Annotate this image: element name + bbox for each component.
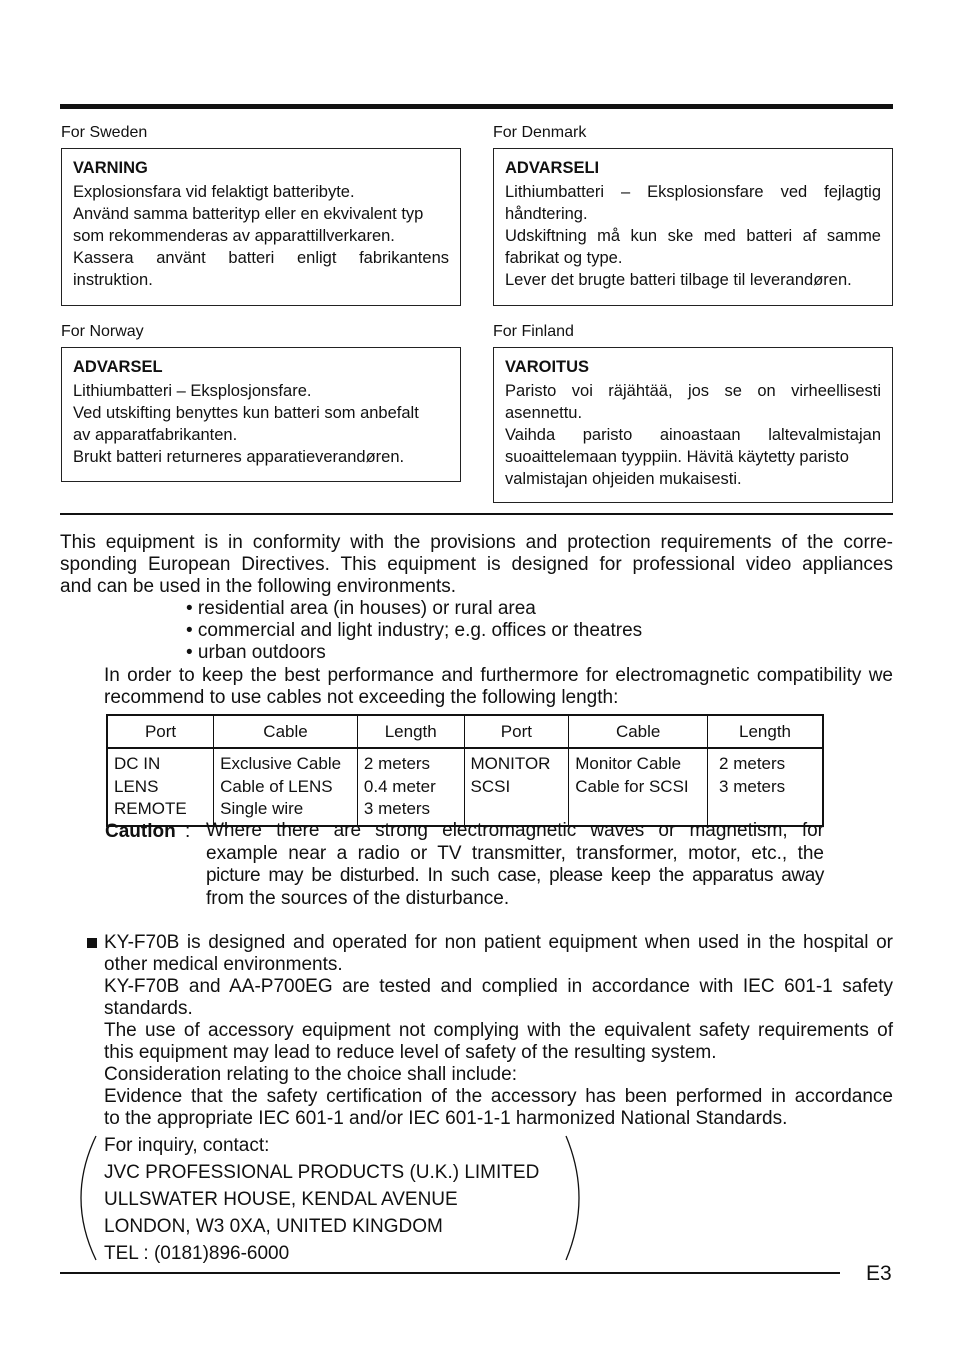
contact-line: JVC PROFESSIONAL PRODUCTS (U.K.) LIMITED <box>104 1162 540 1183</box>
cell-value: 0.4 meter <box>363 776 436 796</box>
contact-block <box>104 1132 574 1267</box>
caution-word: Caution <box>105 821 176 842</box>
cell-value: Monitor Cable <box>575 754 682 773</box>
paragraph-line: sponding European Directives. This equipment is designed for professional video appliances <box>60 554 893 575</box>
warning-title: VAROITUS <box>505 358 590 376</box>
cell-value: 3 meters <box>719 776 786 796</box>
paragraph-line: In order to keep the best performance and furthermore for electromagnetic compatibility we <box>104 665 893 686</box>
caution-text <box>206 820 824 910</box>
region-label-denmark: For Denmark <box>493 124 587 141</box>
conformity-intro <box>60 532 893 598</box>
left-paren-icon <box>81 1136 96 1260</box>
warning-line: Lithiumbatteri – Eksplosjonsfare. <box>73 382 312 400</box>
paragraph-line: standards. <box>104 998 193 1019</box>
table-cell <box>357 748 464 826</box>
caution-line: Where there are strong electromagnetic waves or magnetism, for <box>206 820 824 841</box>
warning-box-finland <box>493 347 893 503</box>
column-header: Length <box>357 715 464 748</box>
contact-line: For inquiry, contact: <box>104 1135 270 1156</box>
environment-item: • commercial and light industry; e.g. offices or theatres <box>186 620 643 641</box>
cell-value: REMOTE <box>114 799 187 818</box>
paragraph-line: Consideration relating to the choice shall include: <box>104 1064 517 1085</box>
warning-line: håndtering. <box>505 205 588 223</box>
column-header: Port <box>107 715 214 748</box>
warning-line: Brukt batteri returneres apparatieverandøren. <box>73 448 405 466</box>
cell-value: 2 meters <box>363 754 431 773</box>
paragraph-line: Evidence that the safety certification of the accessory has been performed in accordance <box>104 1086 893 1107</box>
paragraph-line: other medical environments. <box>104 954 343 975</box>
environment-item: • residential area (in houses) or rural area <box>186 598 536 619</box>
paragraph-line: This equipment is in conformity with the provisions and protection requirements of the corre- <box>60 532 893 553</box>
page-number: E3 <box>866 1262 892 1285</box>
warning-line: Ved utskifting benyttes kun batteri som anbefalt <box>73 404 419 422</box>
cell-value: 2 meters <box>719 754 786 773</box>
paragraph-line: and can be used in the following environments. <box>60 576 457 597</box>
region-label-finland: For Finland <box>493 323 574 340</box>
medical-notice <box>104 932 893 1130</box>
cell-value: Cable of LENS <box>220 776 333 796</box>
cable-recommendation <box>104 665 893 709</box>
warning-line: instruktion. <box>73 271 153 289</box>
column-header: Cable <box>214 715 358 748</box>
caution-line: example near a radio or TV transmitter, transformer, motor, etc., the <box>206 842 824 864</box>
cell-value: Cable for SCSI <box>575 776 689 796</box>
paragraph-line: this equipment may lead to reduce level of safety of the resulting system. <box>104 1042 717 1063</box>
paragraph-line: to the appropriate IEC 601-1 and/or IEC 601-1-1 harmonized National Standards. <box>104 1108 788 1129</box>
cell-value: 3 meters <box>363 799 431 818</box>
cell-value: MONITOR <box>470 754 551 773</box>
table-cell <box>214 748 358 826</box>
table-cell <box>464 748 569 826</box>
warning-box-denmark <box>493 148 893 306</box>
warning-title: ADVARSEL <box>73 358 163 376</box>
top-rule <box>60 104 893 109</box>
warning-line: Explosionsfara vid felaktigt batteribyte. <box>73 183 355 201</box>
warning-box-sweden <box>61 148 461 306</box>
paragraph-line: KY-F70B and AA-P700EG are tested and complied in accordance with IEC 601-1 safety <box>104 976 893 997</box>
paragraph-line: The use of accessory equipment not complying with the equivalent safety requirements of <box>104 1020 893 1041</box>
warning-line: som rekommenderas av apparattillverkaren. <box>73 227 395 245</box>
warning-line: Vaihda paristo ainoastaan laltevalmistajan <box>505 426 881 444</box>
bottom-rule <box>60 1272 840 1274</box>
caution-line: from the sources of the disturbance. <box>206 887 510 909</box>
table-row <box>107 748 823 826</box>
warning-line: valmistajan ohjeiden mukaisesti. <box>505 470 742 488</box>
warning-line: Använd samma batterityp eller en ekvivalent typ <box>73 205 424 223</box>
caution-label <box>105 821 190 843</box>
caution-line: picture may be disturbed. In such case, please keep the apparatus away <box>206 865 824 886</box>
paragraph-line: recommend to use cables not exceeding the following length: <box>104 687 619 708</box>
cell-value: Exclusive Cable <box>220 754 342 773</box>
warning-box-norway <box>61 347 461 482</box>
contact-line: ULLSWATER HOUSE, KENDAL AVENUE <box>104 1189 458 1210</box>
cell-value: DC IN <box>114 754 161 773</box>
column-header: Cable <box>569 715 708 748</box>
section-divider <box>60 513 893 515</box>
warning-line: suoaittelemaan tyyppiin. Hävitä käytetty paristo <box>505 448 849 466</box>
region-label-norway: For Norway <box>61 323 144 340</box>
square-bullet-icon <box>87 938 97 948</box>
cell-value: LENS <box>114 776 159 796</box>
contact-line: TEL : (0181)896-6000 <box>104 1243 290 1264</box>
warning-line: Udskiftning må kun ske med batteri af samme <box>505 227 881 245</box>
cable-length-table <box>106 714 824 827</box>
table-cell <box>569 748 708 826</box>
warning-title: VARNING <box>73 159 148 177</box>
warning-line: Paristo voi räjähtää, jos se on virheellisesti <box>505 382 881 400</box>
warning-line: Kassera använt batteri enligt fabrikantens <box>73 249 449 267</box>
table-header-row <box>107 715 823 748</box>
warning-line: Lithiumbatteri – Eksplosionsfare ved fejlagtig <box>505 183 881 201</box>
warning-line: Lever det brugte batteri tilbage til leverandøren. <box>505 271 852 289</box>
warning-line: av apparatfabrikanten. <box>73 426 238 444</box>
table-cell <box>708 748 823 826</box>
environment-list <box>186 598 786 664</box>
cell-value: Single wire <box>220 799 304 818</box>
caution-colon: : <box>185 821 191 842</box>
warning-line: fabrikat og type. <box>505 249 623 267</box>
column-header: Length <box>708 715 823 748</box>
region-label-sweden: For Sweden <box>61 124 148 141</box>
warning-line: asennettu. <box>505 404 583 422</box>
cell-value: SCSI <box>470 776 511 796</box>
contact-line: LONDON, W3 0XA, UNITED KINGDOM <box>104 1216 443 1237</box>
table-cell <box>107 748 214 826</box>
column-header: Port <box>464 715 569 748</box>
environment-item: • urban outdoors <box>186 642 326 663</box>
warning-title: ADVARSELI <box>505 159 600 177</box>
paragraph-line: KY-F70B is designed and operated for non patient equipment when used in the hospital or <box>104 932 893 953</box>
